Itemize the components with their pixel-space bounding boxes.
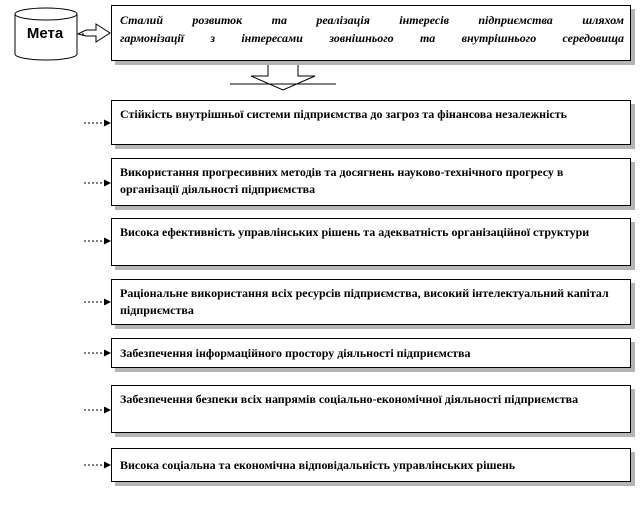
- objective-box-5: Забезпечення інформаційного простору діяльності підприємства: [111, 338, 631, 368]
- goal-link-arrow: [78, 24, 110, 42]
- objective-box-1: Стійкість внутрішньої системи підприємства до загроз та фінансова незалежність: [111, 100, 631, 145]
- goal-text-line-1: Сталий розвиток та реалізація інтересів підприємства шляхом: [120, 13, 624, 27]
- goal-box: [111, 5, 631, 61]
- goal-label: Мета: [26, 24, 64, 42]
- objective-box-4: Раціональне використання всіх ресурсів підприємства, високий інтелектуальний капітал підприємства: [111, 279, 631, 325]
- item-arrows: [84, 123, 110, 465]
- objective-box-7: Висока соціальна та економічна відповідальність управлінських рішень: [111, 448, 631, 482]
- objective-box-3: Висока ефективність управлінських рішень та адекватність організаційної структури: [111, 218, 631, 266]
- objective-box-6: Забезпечення безпеки всіх напрямів соціально-економічної діяльності підприємства: [111, 385, 631, 433]
- objective-box-2: Використання прогресивних методів та досягнень науково-технічного прогресу в організації діяльності підприємства: [111, 158, 631, 206]
- goal-text-line-2: гармонізації з інтересами зовнішнього та внутрішнього середовища: [120, 31, 624, 45]
- down-block-arrow: [251, 64, 315, 90]
